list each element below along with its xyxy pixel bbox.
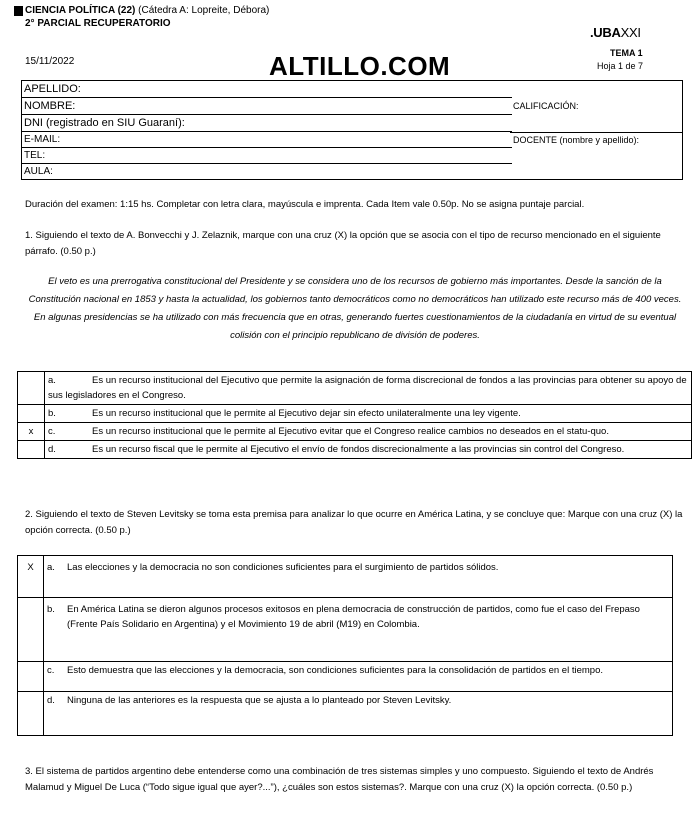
course-name: CIENCIA POLÍTICA (22) <box>25 5 136 16</box>
q1-option-b-letter: b. <box>48 408 56 419</box>
page-count: Hoja 1 de 7 <box>597 61 644 71</box>
q1-option-d[interactable] <box>18 441 692 459</box>
q1-prompt: 1. Siguiendo el texto de A. Bonvecchi y J. Zelaznik, marque con una cruz (X) la opción que se asocia con el tipo de recurso mencionado en el siguiente párrafo. (0.50 p.) <box>25 230 661 257</box>
q2-option-a[interactable] <box>18 556 673 598</box>
q2-option-c-content <box>44 662 673 692</box>
q2-option-b-content <box>44 598 673 662</box>
q2-option-b-text: En América Latina se dieron algunos procesos exitosos en plena democracia de construcción de partidos, como fue el caso del Frepaso (Frente País Solidario en Argentina) y el Movimiento 19 de abril (M19) en Colombia. <box>67 604 640 630</box>
field-docente[interactable]: DOCENTE (nombre y apellido): <box>513 135 640 145</box>
q1-option-b-text: Es un recurso institucional que le permite al Ejecutivo dejar sin efecto unilateralmente una ley vigente. <box>92 408 521 419</box>
q3-prompt: 3. El sistema de partidos argentino debe entenderse como una combinación de tres sistemas simples y uno compuesto. Siguiendo el texto de Andrés Malamud y Miguel De Luca (“Todo sigue igual que ayer?...”), ¿cuáles son estos sistemas?. Marque con una cruz (X) la opción correcta. (0.50 p.) <box>25 766 654 793</box>
q2-options-table <box>17 555 673 736</box>
q1-option-d-text: Es un recurso fiscal que le permite al Ejecutivo el envío de fondos discrecionalmente a las provincias sin control del Congreso. <box>92 444 625 455</box>
q2-prompt: 2. Siguiendo el texto de Steven Levitsky se toma esta premisa para analizar lo que ocurre en América Latina, y se concluye que: Marque con una cruz (X) la opción correcta. (0.50 p.) <box>25 509 683 536</box>
field-email[interactable]: E-MAIL: <box>22 132 512 148</box>
course-title <box>25 5 269 16</box>
q2-option-b-mark[interactable] <box>18 598 44 662</box>
q1-option-b-mark[interactable] <box>18 405 45 423</box>
field-apellido[interactable]: APELLIDO: <box>22 81 512 98</box>
q1-option-a-text: Es un recurso institucional del Ejecutivo que permite la asignación de forma discrecional de fondos a las provincias para obtener su apoyo de sus legisladores en el Congreso. <box>48 375 687 401</box>
uba-logo-suffix: XXI <box>620 25 641 40</box>
q1-option-a-mark[interactable] <box>18 372 45 405</box>
q1-option-c[interactable] <box>18 423 692 441</box>
q2-option-b[interactable] <box>18 598 673 662</box>
q1-option-d-letter: d. <box>48 444 56 455</box>
uba-logo-prefix: .UBA <box>590 25 621 40</box>
q1-option-c-content <box>45 423 692 441</box>
q1-option-d-content <box>45 441 692 459</box>
q2-option-a-text: Las elecciones y la democracia no son condiciones suficientes para el surgimiento de partidos sólidos. <box>67 562 499 573</box>
header-black-mark <box>14 6 23 16</box>
field-nombre[interactable]: NOMBRE: <box>22 98 512 115</box>
q2-option-c-text: Esto demuestra que las elecciones y la democracia, son condiciones suficientes para la consolidación de partidos en el tiempo. <box>67 665 603 676</box>
exam-date: 15/11/2022 <box>25 56 75 67</box>
q1-quote: El veto es una prerrogativa constitucional del Presidente y se considera uno de los recursos de gobierno más importantes. Desde la sanción de la Constitución nacional en 1853 y hasta la actualidad, los gobiernos tanto democráticos como no democráticos han utilizado este recurso más de 400 veces. En algunas presidencias se ha utilizado con más frecuencia que en otras, generando fuertes cuestionamientos de la ciudadanía en virtud de su eventual colisión con el principio republicano de división de poderes. <box>28 276 682 341</box>
q2-option-a-content <box>44 556 673 598</box>
q1-option-d-mark[interactable] <box>18 441 45 459</box>
q2-option-b-letter: b. <box>47 604 55 615</box>
q2-option-a-letter: a. <box>47 562 55 573</box>
q1-option-b[interactable] <box>18 405 692 423</box>
exam-name: 2° PARCIAL RECUPERATORIO <box>25 18 171 29</box>
course-chair: (Cátedra A: Lopreite, Débora) <box>138 5 270 16</box>
q2-option-d-content <box>44 692 673 736</box>
q2-option-d-mark[interactable] <box>18 692 44 736</box>
q1-option-b-content <box>45 405 692 423</box>
field-dni[interactable]: DNI (registrado en SIU Guaraní): <box>22 115 512 132</box>
q1-options-table <box>17 371 692 459</box>
q1-option-c-letter: c. <box>48 426 56 437</box>
q2-option-c-letter: c. <box>47 665 55 676</box>
field-calificacion[interactable]: CALIFICACIÓN: <box>513 101 579 111</box>
q2-option-d[interactable] <box>18 692 673 736</box>
brand-watermark: ALTILLO.COM <box>269 51 451 81</box>
q2-option-a-mark[interactable]: X <box>18 556 44 598</box>
grading-box <box>510 80 683 180</box>
uba-logo <box>590 25 641 40</box>
grading-divider <box>510 132 682 133</box>
q1-option-c-mark[interactable]: x <box>18 423 45 441</box>
q1-option-a[interactable] <box>18 372 692 405</box>
q2-option-d-text: Ninguna de las anteriores es la respuesta que se ajusta a lo planteado por Steven Levitsky. <box>67 695 452 706</box>
q2-option-c[interactable] <box>18 662 673 692</box>
field-tel[interactable]: TEL: <box>22 148 512 164</box>
q2-option-c-mark[interactable] <box>18 662 44 692</box>
q1-option-a-letter: a. <box>48 375 56 386</box>
student-id-box <box>21 80 511 180</box>
exam-instructions: Duración del examen: 1:15 hs. Completar con letra clara, mayúscula e imprenta. Cada Item vale 0.50p. No se asigna puntaje parcial. <box>25 199 585 210</box>
q1-option-a-content <box>45 372 692 405</box>
q2-option-d-letter: d. <box>47 695 55 706</box>
field-aula[interactable]: AULA: <box>24 166 53 177</box>
tema-label: TEMA 1 <box>610 48 643 58</box>
q1-option-c-text: Es un recurso institucional que le permite al Ejecutivo evitar que el Congreso realice cambios no deseados en el statu-quo. <box>92 426 609 437</box>
